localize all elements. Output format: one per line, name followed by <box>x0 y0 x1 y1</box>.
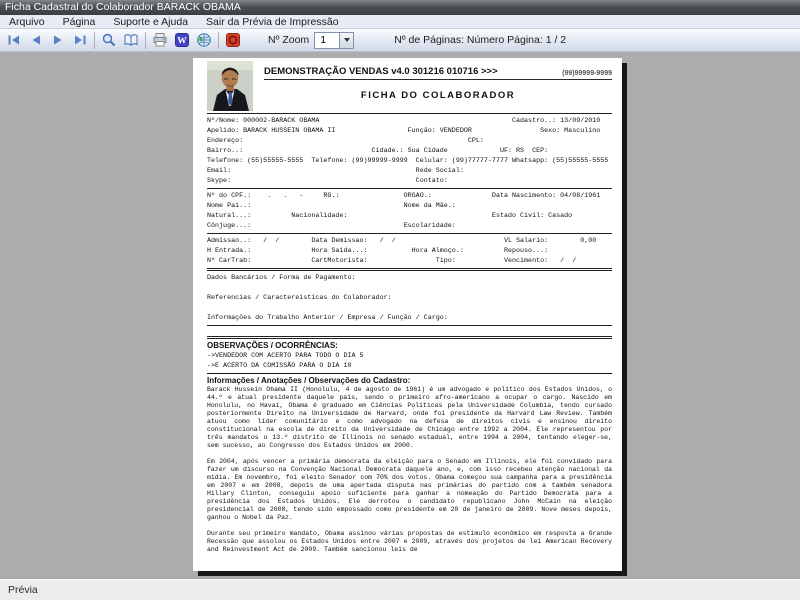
menu-suporte-e-ajuda[interactable]: Suporte e Ajuda <box>113 15 189 28</box>
notes-title: Informações / Anotações / Observações do Cadastro: <box>207 376 411 385</box>
exit-icon <box>225 32 241 48</box>
doc-field-line: Dados Bancários / Forma de Pagamento: <box>207 274 356 282</box>
header-text-block <box>264 61 612 101</box>
observations-title: OBSERVAÇÕES / OCORRÊNCIAS: <box>207 341 338 350</box>
zoom-label: Nº Zoom <box>268 34 310 46</box>
export-word-button[interactable] <box>171 30 193 50</box>
doc-field-line: Telefone: (55)55555-5555 Telefone: (99)99999-9999 Celular: (99)77777-7777 Whatsapp: (55)55555-5555 <box>207 157 609 165</box>
title-bar <box>0 0 800 15</box>
banking-section <box>207 273 612 323</box>
divider <box>207 113 612 114</box>
doc-field-line: Endereço: CPL: <box>207 137 484 145</box>
last-page-icon <box>72 32 88 48</box>
divider <box>207 188 612 189</box>
magnifier-icon <box>101 32 117 48</box>
toolbar <box>0 29 800 52</box>
doc-field-line: Admissao..: / / Data Demissao: / / VL Salario: 0,00 <box>207 237 597 245</box>
next-page-icon <box>50 32 66 48</box>
observation-line: ->VENDEDOR COM ACERTO PARA TODO O DIA 5 <box>207 352 364 360</box>
divider <box>207 325 612 326</box>
document-header <box>207 61 612 111</box>
document-page <box>193 58 622 571</box>
doc-field-line: Referencias / Caractereisticas do Colaborador: <box>207 294 392 302</box>
doc-field-line: Nº CarTrab: CartMotorista: Tipo: Vencimento: / / <box>207 257 577 265</box>
observations-section <box>207 351 612 371</box>
header-phone: (99)99999-9999 <box>562 70 612 77</box>
two-page-view-button[interactable] <box>120 30 142 50</box>
doc-field-line: Nome Pai..: Nome da Mãe.: <box>207 202 456 210</box>
window-title: Ficha Cadastral do Colaborador BARACK OBAMA <box>5 1 241 13</box>
zoom-tool-button[interactable] <box>98 30 120 50</box>
doc-field-line <box>207 283 612 293</box>
first-page-button[interactable] <box>3 30 25 50</box>
work-section <box>207 236 612 266</box>
doc-field-line: Skype: Contato: <box>207 177 448 185</box>
printer-icon <box>152 32 168 48</box>
open-book-icon <box>123 32 139 48</box>
svg-text:W: W <box>177 36 187 47</box>
doc-field-line: Nº/Nome: 000002-BARACK OBAMA Cadastro..: 13/09/2010 <box>207 117 601 125</box>
menu-sair-da-previa[interactable]: Sair da Prévia de Impressão <box>206 15 339 28</box>
doc-field-line: Bairro..: Cidade.: Sua Cidade UF: RS CEP: <box>207 147 549 155</box>
web-button[interactable] <box>193 30 215 50</box>
globe-icon <box>196 32 212 48</box>
toolbar-separator <box>145 32 146 49</box>
report-title: DEMONSTRAÇÃO VENDAS v4.0 301216 010716 >>> <box>264 66 498 77</box>
zoom-select[interactable] <box>314 32 354 49</box>
word-icon <box>174 32 190 48</box>
prev-page-button[interactable] <box>25 30 47 50</box>
identification-section <box>207 116 612 186</box>
last-page-button[interactable] <box>69 30 91 50</box>
preview-area[interactable] <box>0 53 800 578</box>
menu-arquivo[interactable]: Arquivo <box>9 15 45 28</box>
print-button[interactable] <box>149 30 171 50</box>
spacer <box>207 328 612 334</box>
personal-section <box>207 191 612 231</box>
exit-preview-button[interactable] <box>222 30 244 50</box>
doc-field-line: Cônjuge...: Escolaridade: <box>207 222 456 230</box>
divider <box>207 233 612 234</box>
chevron-down-icon <box>344 38 350 42</box>
first-page-icon <box>6 32 22 48</box>
double-divider <box>207 268 612 271</box>
doc-field-line: Email: Rede Social: <box>207 167 464 175</box>
zoom-value: 1 <box>320 33 327 46</box>
pages-indicator: Nº de Páginas: Número Página: 1 / 2 <box>394 34 567 46</box>
status-bar <box>0 578 800 600</box>
employee-photo <box>207 61 253 111</box>
biography-paragraph: Barack Hussein Obama II (Honolulu, 4 de agosto de 1961) é um advogado e político dos Estados Unidos, o 44.º e atual presidente daquele país, sendo o primeiro afro-americano a ocupar o cargo. Nascido em Honolulu, no Havaí, Obama é graduado em Ciências Políticas pela Universidade Columbia, tendo cursado posteriormente Direito na Universidade de Harvard, onde foi presidente da Harvard Law Review. Também atuou como líder comunitário e como advogado na defesa de direitos civis e ensinou direito constitucional na escola de direito da Universidade de Chicago entre 1992 a 2004. Ele representou por três mandatos o 13.º distrito de Illinois no senado estadual, entre 1994 a 2004, tentando eleger-se, sem sucesso, ao Congresso dos Estados Unidos em 2000. <box>207 386 612 449</box>
doc-field-line: Informações do Trabalho Anterior / Empresa / Função / Cargo: <box>207 314 448 322</box>
prev-page-icon <box>28 32 44 48</box>
menu-bar <box>0 15 800 29</box>
biography-paragraph: Durante seu primeiro mandato, Obama assinou várias propostas de estímulo econômico em resposta a Grande Recessão que assolou os Estados Unidos entre 2007 e 2009, através dos projetos de lei American Recovery and Reinvestment Act de 2009. Também sancionou leis de <box>207 530 612 553</box>
next-page-button[interactable] <box>47 30 69 50</box>
doc-field-line <box>207 303 612 313</box>
status-text: Prévia <box>8 584 38 596</box>
menu-pagina[interactable]: Página <box>62 15 96 28</box>
biography-paragraph: Em 2004, após vencer a primária democrata da eleição para o Senado em Illinois, ele foi convidado para fazer um discurso na Convenção Nacional Democrata daquele ano, e, com isso recebeu atenção nacional da mídia. Em novembro, foi eleito Senador com 70% dos votos. Obama começou sua campanha para a presidência em 2007 e em 2008, depois de uma apertada disputa nas primárias do partido com a também senadora Hillary Clinton, conseguiu apoio suficiente para ganhar a nomeação do Partido Democrata para a presidência dos Estados Unidos. Ele derrotou o candidato republicano John McCain na eleição presidencial de 2008, tendo sido empossado como presidente em 20 de janeiro de 2009. Nove meses depois, ganhou o Nobel da Paz. <box>207 458 612 521</box>
observation-line: ->E ACERTO DA COMISSÃO PARA O DIA 10 <box>207 362 352 370</box>
biography-section <box>207 386 612 554</box>
toolbar-separator <box>218 32 219 49</box>
double-divider <box>207 336 612 339</box>
doc-field-line: H Entrada.: Hora Saida...: Hora Almoço.: Repouso...: <box>207 247 549 255</box>
doc-field-line: Natural...: Nacionalidade: Estado Civil: Casado <box>207 212 573 220</box>
doc-field-line: Nº do CPF.: . . - RG.: ORGAO.: Data Nascimento: 04/08/1961 <box>207 192 601 200</box>
zoom-dropdown-button[interactable] <box>339 33 353 48</box>
doc-field-line: Apelido: BARACK HUSSEIN OBAMA II Função: VENDEDOR Sexo: Masculino <box>207 127 601 135</box>
divider <box>207 373 612 374</box>
toolbar-separator <box>94 32 95 49</box>
form-title: FICHA DO COLABORADOR <box>360 90 516 101</box>
